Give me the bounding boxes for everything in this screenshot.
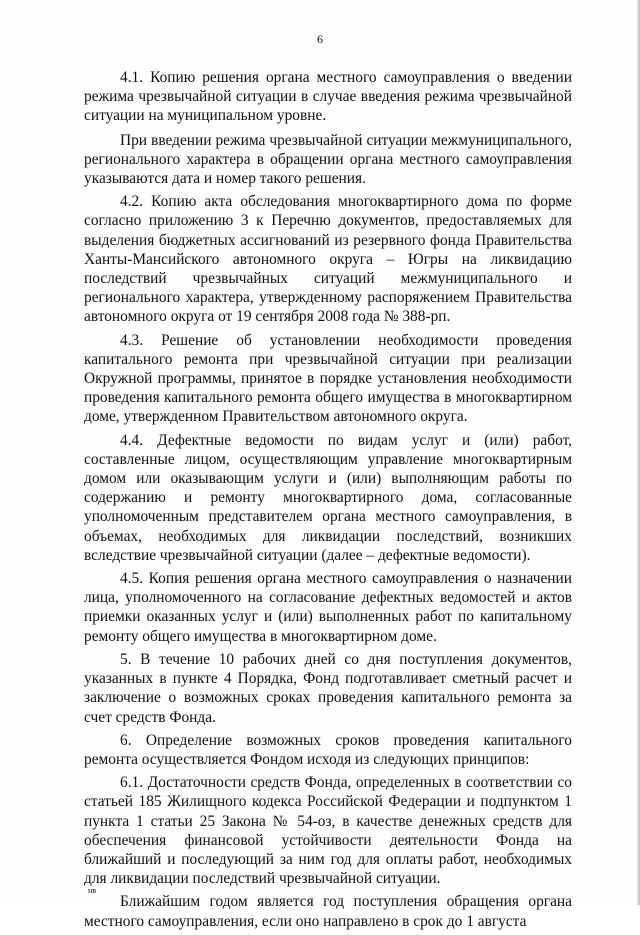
- paragraph-4-1-note: При введении режима чрезвычайной ситуации межмуниципального, регионального характера в обращении органа местного самоуправления указываются дата и номер такого решения.: [84, 131, 572, 188]
- paragraph-4-5: 4.5. Копия решения органа местного самоуправления о назначении лица, уполномоченного на согласование дефектных ведомостей и актов приемки оказанных услуг и (или) выполненных работ по капитальному ремонту общего имущества в многоквартирном доме.: [84, 570, 572, 645]
- paragraph-nearest-year: Ближайшим годом является год поступления обращения органа местного самоуправления, если оно направлено в срок до 1 августа: [84, 893, 572, 930]
- paragraph-6: 6. Определение возможных сроков проведения капитального ремонта осуществляется Фондом исходя из следующих принципов:: [84, 731, 572, 768]
- paragraph-6-1: 6.1. Достаточности средств Фонда, определенных в соответствии со статьей 185 Жилищного кодекса Российской Федерации и подпунктом 1 пункта 1 статьи 25 Закона № 54-оз, в качестве денежных средств для обеспечения финансовой устойчивости деятельности Фонда на ближайший и последующий за ним год для оплаты работ, необходимых для ликвидации последствий чрезвычайной ситуации.: [84, 774, 572, 888]
- footer-initials: нв: [88, 886, 97, 895]
- page-number: 6: [317, 32, 323, 46]
- paragraph-4-3: 4.3. Решение об установлении необходимости проведения капитального ремонта при чрезвычайной ситуации при реализации Окружной программы, принятое в порядке установления необходимости проведения капитального ремонта общего имущества в многоквартирном доме, утвержденном Правительством автономного округа.: [84, 331, 572, 426]
- document-body: [84, 68, 572, 935]
- paragraph-4-2: 4.2. Копию акта обследования многоквартирного дома по форме согласно приложению 3 к Перечню документов, предоставляемых для выделения бюджетных ассигнований из резервного фонда Правительства Ханты-Мансийского автономного округа – Югры на ликвидацию последствий чрезвычайных ситуаций межмуниципального и регионального характера, утвержденному распоряжением Правительства автономного округа от 19 сентября 2008 года № 388-рп.: [84, 193, 572, 326]
- paragraph-5: 5. В течение 10 рабочих дней со дня поступления документов, указанных в пункте 4 Порядка, Фонд подготавливает сметный расчет и заключение о возможных сроках проведения капитального ремонта за счет средств Фонда.: [84, 650, 572, 726]
- paragraph-4-4: 4.4. Дефектные ведомости по видам услуг и (или) работ, составленные лицом, осуществляющим управление многоквартирным домом или оказывающим услуги и (или) выполняющим работы по содержанию и ремонту многоквартирного дома, согласованные уполномоченным представителем органа местного самоуправления, в объемах, необходимых для ликвидации последствий, возникших вследствие чрезвычайной ситуации (далее – дефектные ведомости).: [84, 431, 572, 564]
- paragraph-4-1: 4.1. Копию решения органа местного самоуправления о введении режима чрезвычайной ситуации в случае введения режима чрезвычайной ситуации на муниципальном уровне.: [84, 69, 572, 125]
